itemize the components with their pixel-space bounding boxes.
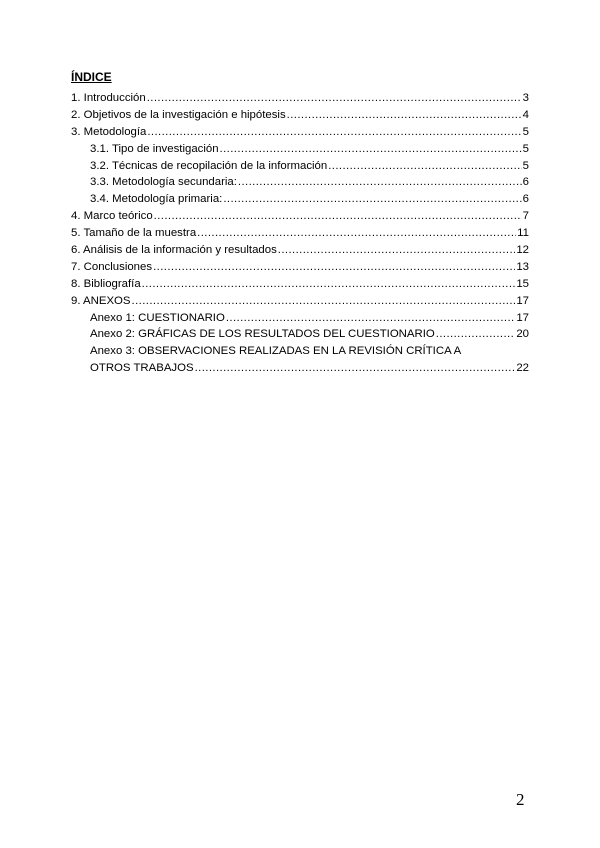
toc-title: ÍNDICE: [71, 70, 112, 84]
toc-entry-label: 4. Marco teórico: [71, 210, 153, 223]
toc-entry-label: Anexo 1: CUESTIONARIO: [90, 311, 225, 324]
toc-leader-dots: [220, 141, 522, 158]
toc-leader-dots: [223, 191, 521, 208]
toc-entry-page: 5: [522, 125, 529, 138]
toc-entry-label: Anexo 2: GRÁFICAS DE LOS RESULTADOS DEL CUESTIONARIO: [90, 328, 435, 341]
toc-entry-page: 5: [522, 159, 529, 172]
toc-subentry[interactable]: [71, 158, 529, 175]
toc-entry[interactable]: [71, 293, 529, 310]
toc-leader-dots: [147, 124, 521, 141]
toc-entry-label: 3.1. Tipo de investigación: [90, 142, 219, 155]
toc-entry-page: 5: [522, 142, 529, 155]
toc-entry-page: 12: [516, 244, 529, 257]
toc-entry-page: 22: [516, 362, 529, 375]
toc-entry[interactable]: [71, 124, 529, 141]
toc-leader-dots: [153, 259, 515, 276]
toc-entry-page: 11: [517, 227, 529, 240]
toc-subentry[interactable]: [71, 343, 529, 377]
toc-entry-page: 17: [516, 311, 529, 324]
toc-entry-label: 6. Análisis de la información y resultados: [71, 244, 277, 257]
toc-entry-label: 3.4. Metodología primaria:: [90, 193, 223, 206]
toc-leader-dots: [436, 326, 516, 343]
toc-entry[interactable]: [71, 259, 529, 276]
toc-entry[interactable]: [71, 225, 529, 242]
toc-subentry[interactable]: [71, 191, 529, 208]
toc-entry-page: 17: [516, 294, 529, 307]
toc-entry-page: 13: [516, 260, 529, 273]
toc-leader-dots: [328, 158, 521, 175]
toc-entry-label: 3.3. Metodología secundaria:: [90, 176, 237, 189]
toc-entry-page: 7: [522, 210, 529, 223]
toc-entry[interactable]: [71, 276, 529, 293]
table-of-contents: [71, 90, 529, 377]
toc-entry-label: 7. Conclusiones: [71, 260, 153, 273]
toc-leader-dots: [147, 90, 522, 107]
toc-entry-label: 1. Introducción: [71, 92, 146, 104]
page-number: 2: [516, 790, 525, 809]
toc-entry-page: 6: [522, 176, 529, 189]
toc-entry-page: 4: [522, 108, 529, 121]
toc-leader-dots: [226, 310, 515, 327]
toc-leader-dots: [278, 242, 516, 259]
toc-entry[interactable]: [71, 208, 529, 225]
toc-entry-label-continued: OTROS TRABAJOS: [90, 362, 194, 375]
toc-leader-dots: [197, 225, 516, 242]
toc-entry-page: 15: [516, 277, 529, 290]
toc-entry[interactable]: [71, 242, 529, 259]
toc-subentry[interactable]: [71, 326, 529, 343]
toc-subentry[interactable]: [71, 141, 529, 158]
toc-entry-label: 3. Metodología: [71, 125, 147, 138]
toc-subentry[interactable]: [71, 174, 529, 191]
toc-leader-dots: [195, 360, 516, 377]
toc-entry-label: 3.2. Técnicas de recopilación de la información: [90, 159, 328, 172]
toc-leader-dots: [238, 174, 522, 191]
toc-entry-page: 3: [522, 92, 529, 104]
toc-entry-label: Anexo 3: OBSERVACIONES REALIZADAS EN LA REVISIÓN CRÍTICA A: [90, 345, 462, 358]
toc-entry[interactable]: [71, 107, 529, 124]
toc-leader-dots: [132, 293, 516, 310]
toc-entry-label: 9. ANEXOS: [71, 294, 131, 307]
toc-subentry[interactable]: [71, 310, 529, 327]
toc-leader-dots: [154, 208, 522, 225]
toc-leader-dots: [287, 107, 522, 124]
toc-entry-label: 5. Tamaño de la muestra: [71, 227, 197, 240]
toc-entry-page: 6: [522, 193, 529, 206]
toc-entry-label: 8. Bibliografía: [71, 277, 141, 290]
toc-entry[interactable]: [71, 90, 529, 107]
toc-entry-page: 20: [516, 328, 529, 341]
toc-leader-dots: [142, 276, 516, 293]
toc-entry-label: 2. Objetivos de la investigación e hipótesis: [71, 108, 286, 121]
